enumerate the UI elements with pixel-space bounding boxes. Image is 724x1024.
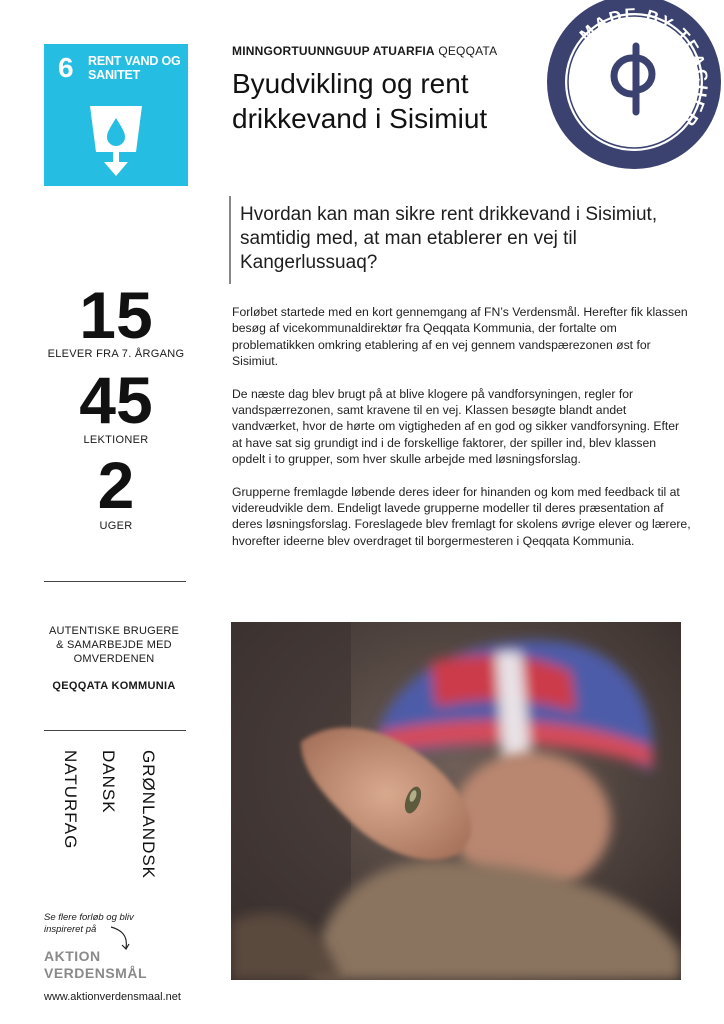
sdg-goal-tile: [44, 44, 188, 186]
water-glass-icon: [86, 100, 146, 180]
question-accent-bar: [229, 196, 231, 284]
sdg-goal-title: RENT VAND OG SANITET: [88, 54, 181, 82]
logo-line-2: VERDENSMÅL: [44, 965, 148, 981]
sidebar-divider: [44, 581, 186, 582]
child-holding-fish-photo: [231, 622, 681, 980]
made-by-teachers-stamp: [544, 0, 724, 176]
lead-question: Hvordan kan man sikre rent drikkevand i Sisimiut, samtidig med, at man etablerer en vej til Kangerlussuaq?: [240, 204, 658, 273]
stamp-text: MADE BY TEACHERS: [575, 4, 712, 132]
partners-label: AUTENTISKE BRUGERE & SAMARBEJDE MED OMVERDENEN: [48, 625, 180, 665]
lessons-label: LEKTIONER: [83, 434, 149, 446]
weeks-count: 2: [97, 448, 135, 522]
stamp-logo-icon: [614, 46, 652, 112]
body-text: [232, 304, 692, 565]
aktion-verdensmaal-logo: [44, 948, 147, 982]
school-name-bold: MINNGORTUUNNGUUP ATUARFIA: [232, 44, 435, 58]
footer-tagline: Se flere forløb og bliv inspireret på: [44, 912, 134, 935]
subject-danish: DANSK: [99, 750, 118, 814]
partners-org: QEQQATA KOMMUNIA: [52, 680, 176, 692]
body-paragraph-1: Forløbet startede med en kort gennemgang af FN’s Verdensmål. Herefter fik klassen besøg af vicekommunaldirektør fra Qeqqata Kommunia, der fortalte om problematikken omkring etablering af en vej gennem vandspærezonen øst for Sisimiut.: [232, 305, 688, 369]
page-title: Byudvikling og rent drikkevand i Sisimiut: [232, 68, 488, 134]
school-name: [232, 44, 497, 58]
subject-science: NATURFAG: [61, 750, 80, 850]
body-paragraph-3: Grupperne fremlagde løbende deres ideer for hinanden og kom med feedback til at videreudvikle dem. Endeligt lavede grupperne modeller til deres præsentation af deres løsningsforslag. Foreslagede blev fremlagt for skolens øvrige elever og lærere, hvorefter ideerne blev overdraget til borgermesteren i Qeqqata Kommunia.: [232, 484, 691, 548]
body-paragraph-2: De næste dag blev brugt på at blive klogere på vandforsyningen, regler for vandspærrezonen, samt kravene til en vej. Klassen besøgte blandt andet vandværket, hvor de hørte om vigtigheden af en god og sikker vandforsyning. Efter at have sat sig grundigt ind i de forskellige faktorer, der spiller ind, blev klassen opdelt i to grupper, som hver skulle arbejde med løsningsforslag.: [232, 386, 680, 467]
students-count: 15: [79, 278, 153, 352]
website-url[interactable]: www.aktionverdensmaal.net: [44, 991, 181, 1003]
sdg-goal-number: 6: [58, 52, 74, 83]
weeks-label: UGER: [99, 520, 133, 532]
subject-greenlandic: GRØNLANDSK: [139, 750, 158, 880]
sidebar-divider: [44, 730, 186, 731]
school-location: QEQQATA: [438, 44, 498, 58]
students-label: ELEVER FRA 7. ÅRGANG: [47, 348, 185, 360]
logo-line-1: AKTION: [44, 948, 101, 964]
lessons-count: 45: [79, 363, 153, 437]
